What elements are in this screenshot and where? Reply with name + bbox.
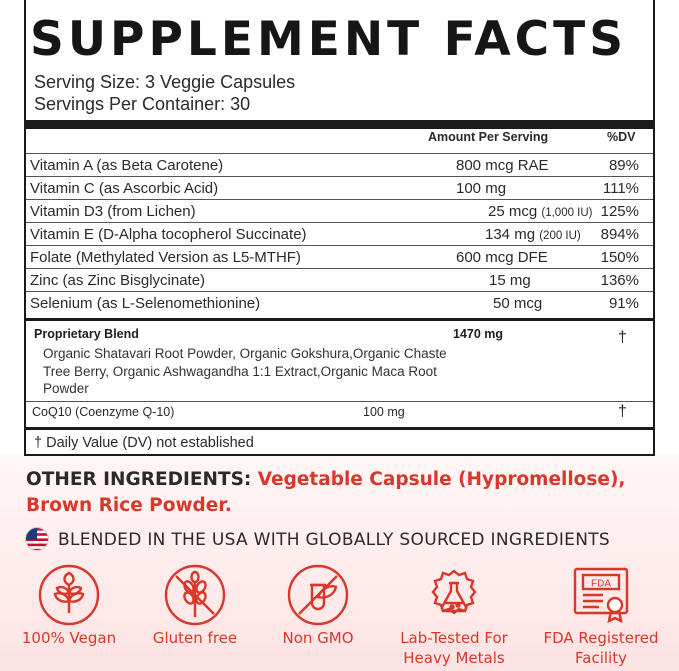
nutrient-row	[26, 245, 653, 268]
nutrient-amount: 25 mcg (1,000 IU)	[488, 203, 593, 220]
blend-amount: 1470 mg	[453, 327, 504, 341]
nutrient-amount: 15 mg	[489, 272, 531, 289]
servings-per-container: Servings Per Container: 30	[34, 94, 251, 114]
facts-title: SUPPLEMENT FACTS	[30, 12, 628, 67]
other-ingredients-value: Vegetable Capsule (Hypromellose), Brown Rice Powder.	[26, 469, 626, 516]
nutrient-row	[26, 176, 653, 199]
nutrient-dv: 111%	[602, 180, 639, 197]
nutrient-row	[26, 291, 653, 314]
nutrient-row	[26, 199, 653, 222]
amount-column-header: Amount Per Serving	[428, 130, 549, 144]
badge-label: 100% Vegan	[21, 629, 117, 647]
badge-label: Gluten free	[152, 629, 238, 647]
non-gmo-icon	[286, 563, 350, 627]
other-ingredients	[26, 467, 666, 519]
blend-title: Proprietary Blend	[34, 327, 139, 341]
nutrient-amount: 600 mcg DFE	[456, 249, 548, 266]
nutrient-amount: 50 mcg	[493, 295, 543, 312]
nutrient-amount: 100 mg	[456, 180, 507, 197]
nutrient-row	[26, 268, 653, 291]
nutrient-row	[26, 222, 653, 245]
usa-flag-icon	[25, 527, 49, 551]
badge-label: Non GMO	[282, 629, 354, 647]
nutrient-name: Vitamin D3 (from Lichen)	[30, 203, 196, 220]
thick-divider	[26, 120, 653, 129]
coq10-name: CoQ10 (Coenzyme Q-10)	[32, 405, 175, 419]
nutrient-name: Vitamin E (D-Alpha tocopherol Succinate)	[30, 226, 307, 243]
footnote-divider	[26, 427, 653, 430]
nutrient-dv: 894%	[600, 226, 639, 243]
nutrient-amount-note: (1,000 IU)	[541, 207, 593, 219]
dv-footnote: † Daily Value (DV) not established	[34, 435, 254, 451]
nutrient-dv: 89%	[608, 157, 639, 174]
coq10-dv: †	[618, 403, 627, 420]
nutrient-name: Vitamin A (as Beta Carotene)	[30, 157, 224, 174]
nutrient-amount: 134 mg (200 IU)	[485, 226, 581, 243]
blend-ingredients: Organic Shatavari Root Powder, Organic Gokshura,Organic Chaste Tree Berry, Organic Ashwagandha 1:1 Extract,Organic Maca Root Powder	[43, 346, 447, 396]
nutrient-dv: 91%	[608, 295, 639, 312]
coq10-divider	[26, 401, 653, 402]
nutrient-row	[26, 153, 653, 176]
vegan-leaf-icon	[37, 563, 101, 627]
lab-flask-icon	[422, 563, 486, 627]
fda-certificate-icon	[569, 563, 633, 627]
nutrient-name: Folate (Methylated Version as L5-MTHF)	[30, 249, 301, 266]
nutrient-dv: 125%	[600, 203, 639, 220]
fda-icon-text: FDA	[591, 578, 611, 590]
origin-statement: BLENDED IN THE USA WITH GLOBALLY SOURCED INGREDIENTS	[58, 530, 611, 550]
badge-label: Lab-Tested For Heavy Metals	[400, 629, 508, 667]
blend-divider	[26, 318, 653, 321]
badge-label: FDA Registered Facility	[543, 629, 659, 667]
other-ingredients-label: OTHER INGREDIENTS:	[26, 469, 252, 490]
nutrient-name: Selenium (as L-Selenomethionine)	[30, 295, 261, 312]
coq10-amount: 100 mg	[363, 405, 405, 419]
nutrient-dv: 136%	[600, 272, 639, 289]
blend-dv: †	[618, 329, 627, 346]
gluten-free-icon	[163, 563, 227, 627]
nutrient-name: Zinc (as Zinc Bisglycinate)	[30, 272, 206, 289]
dv-column-header: %DV	[607, 130, 636, 144]
serving-size: Serving Size: 3 Veggie Capsules	[34, 72, 296, 92]
nutrient-amount-note: (200 IU)	[539, 230, 581, 242]
nutrient-dv: 150%	[600, 249, 639, 266]
nutrient-amount: 800 mcg RAE	[456, 157, 549, 174]
nutrient-name: Vitamin C (as Ascorbic Acid)	[30, 180, 219, 197]
